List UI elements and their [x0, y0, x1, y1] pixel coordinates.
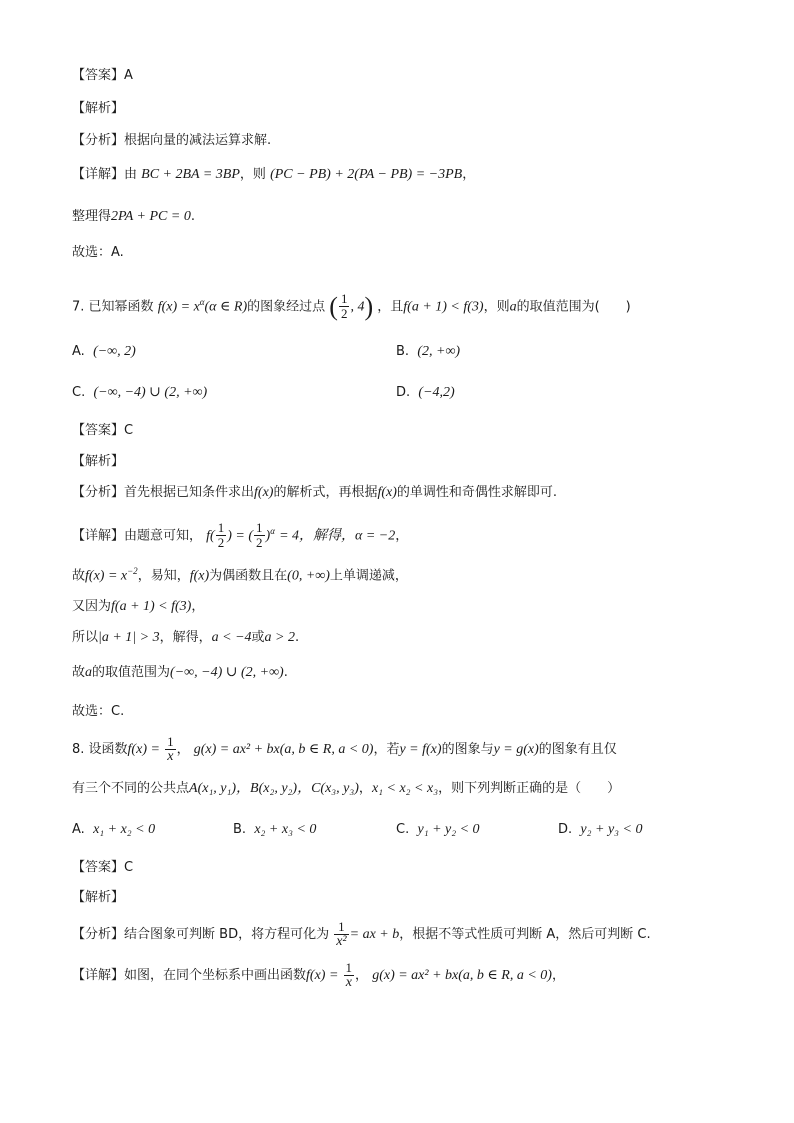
q8-stem-line-1: 8. 设函数f(x) = $\frac{1}{x}$ ， g(x) = ax² + bx(a, b ∈ R, a < 0)，若y = f(x)的图象与y = g(x)的图象有且仅 — [72, 734, 617, 764]
q8-option-a[interactable]: A. x₁ + x₂ < 0 — [72, 822, 156, 837]
q8-detail-line: 【详解】如图，在同个坐标系中画出函数f(x) = $\frac{1}{x}$ ， g(x) = ax² + bx(a, b ∈ R, a < 0)， — [72, 960, 565, 990]
q8-option-d[interactable]: D. y₂ + y₃ < 0 — [558, 822, 643, 837]
fenxi-tag: 【分析】 — [72, 133, 125, 148]
q7-choice: 故选：C. — [72, 704, 125, 719]
q8-analysis-tag: 【解析】 — [72, 890, 125, 905]
q6-simplify-line: 整理得2PA + PC = 0. — [72, 209, 195, 224]
q7-option-d[interactable]: D. (−4,2) — [396, 385, 455, 400]
q7-answer-line: 【答案】C — [72, 423, 134, 438]
point-fraction: $\frac{1}{2}$ — [340, 291, 348, 322]
q8-option-b[interactable]: B. x₂ + x₃ < 0 — [233, 822, 317, 837]
q7-analysis-tag: 【解析】 — [72, 454, 125, 469]
q7-option-a[interactable]: A. (−∞, 2) — [72, 344, 136, 359]
vector-equation-2: (PC − PB) + 2(PA − PB) = −3PB — [270, 167, 463, 182]
q6-detail-line: 【详解】由 BC + 2BA = 3BP，则 (PC − PB) + 2(PA − PB) = −3PB， — [72, 167, 476, 182]
q6-answer-line — [72, 66, 133, 86]
q8-stem-line-2: 有三个不同的公共点A(x₁, y₁)，B(x₂, y₂)，C(x₃, y₃)，x₁ < x₂ < x₃，则下列判断正确的是（ ） — [72, 781, 621, 796]
vector-equation-1: BC + 2BA = 3BP — [141, 167, 240, 182]
q7-detail-line-2: 故$f(x) = x^{-2}$，易知，f(x)为偶函数且在(0, +∞)上单调递减， — [72, 566, 408, 584]
q7-option-c[interactable]: C. (−∞, −4) ∪ (2, +∞) — [72, 385, 208, 400]
one-over-x-squared-fraction: $\frac{1}{\text{x²}}$ — [336, 919, 347, 949]
q7-detail-line-3: 又因为f(a + 1) < f(3)， — [72, 599, 205, 614]
answer-value: C — [124, 423, 134, 438]
q6-analysis-tag: 【解析】 — [72, 101, 125, 116]
q8-option-c[interactable]: C. y₁ + y₂ < 0 — [396, 822, 480, 837]
q6-fenxi-line: 【分析】根据向量的减法运算求解. — [72, 133, 272, 148]
q7-detail-line-4: 所以|a + 1| > 3，解得，a < −4或a > 2. — [72, 630, 300, 645]
vector-equation-3: 2PA + PC = 0 — [111, 209, 191, 224]
q7-fenxi-line: 【分析】首先根据已知条件求出f(x)的解析式，再根据f(x)的单调性和奇偶性求解即可. — [72, 485, 558, 500]
q8-answer-line: 【答案】C — [72, 860, 134, 875]
answer-value: A — [124, 68, 133, 83]
one-over-x-fraction: $\frac{1}{x}$ — [167, 734, 174, 764]
q7-detail-line-5: 故a的取值范围为(−∞, −4) ∪ (2, +∞). — [72, 665, 288, 680]
q7-detail-line-1: 【详解】由题意可知， f( $\frac{1}{2}$ ) = ( $\frac{1}{2}$ )$^\alpha$ = 4，解得，α = −2， — [72, 520, 409, 551]
q8-fenxi-line: 【分析】结合图象可判断 BD，将方程可化为 $\frac{1}{\text{x²}}$ = ax + b，根据不等式性质可判断 A，然后可判断 C. — [72, 919, 651, 949]
q7-option-b[interactable]: B. (2, +∞) — [396, 344, 461, 359]
q7-stem: 7. 已知幂函数 $f(x) = x^\alpha(\alpha$ ∈ R)的图象经过点 ( $\frac{1}{2}$ , 4) ，且f(a + 1) < f(3)，则a的取值范围为( ) — [72, 291, 631, 322]
answer-tag: 【答案】 — [72, 68, 125, 83]
q6-choice: 故选：A. — [72, 245, 124, 260]
detail-tag: 【详解】 — [72, 167, 125, 182]
answer-value: C — [124, 860, 134, 875]
